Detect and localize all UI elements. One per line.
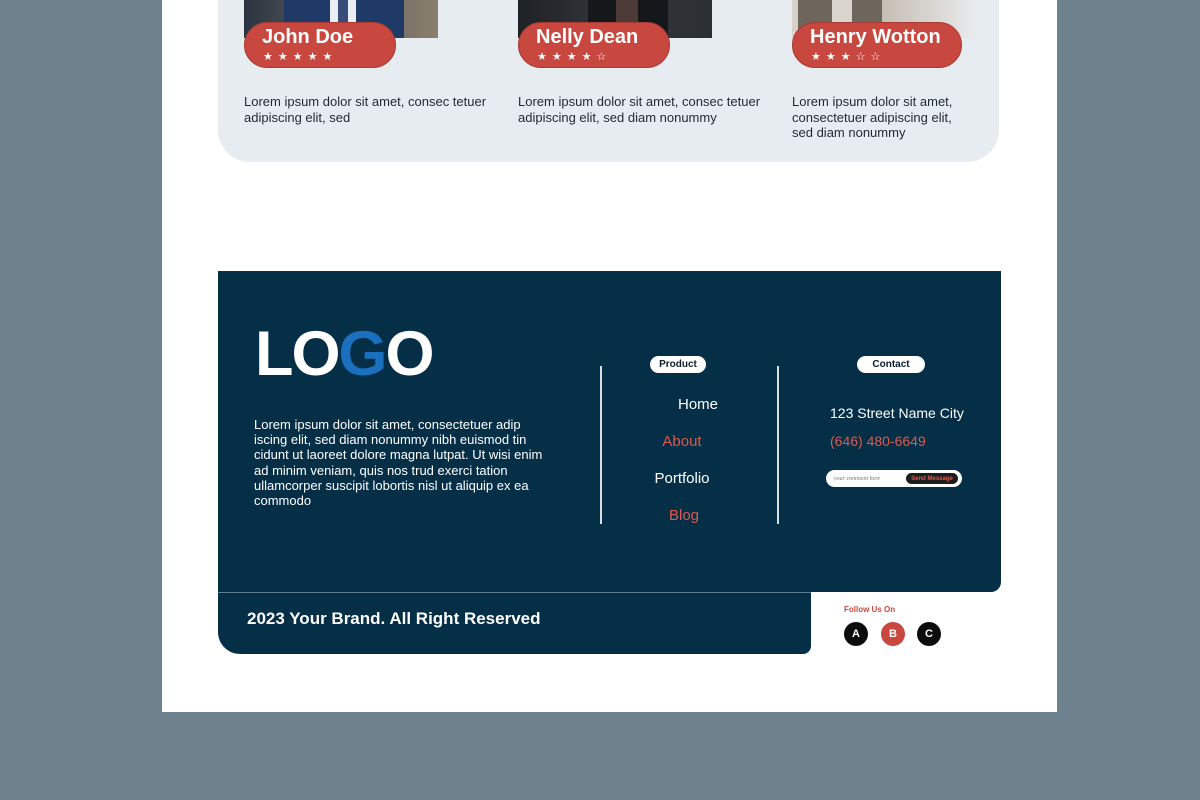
rating-stars: ★★★★★ xyxy=(263,51,338,63)
nav-link-home[interactable]: Home xyxy=(677,396,718,413)
send-message-button[interactable]: Send Message xyxy=(906,473,958,484)
copyright-text: 2023 Your Brand. All Right Reserved xyxy=(247,609,541,628)
nav-link-blog[interactable]: Blog xyxy=(668,507,700,524)
footer-bottom-bar xyxy=(218,592,811,654)
contact-heading-chip: Contact xyxy=(857,356,925,373)
social-icon-a[interactable]: A xyxy=(844,622,868,646)
social-icon-b[interactable]: B xyxy=(881,622,905,646)
nav-link-portfolio[interactable]: Portfolio xyxy=(654,470,710,487)
contact-address: 123 Street Name City xyxy=(830,405,964,421)
footer-panel xyxy=(218,271,1001,592)
logo-text-highlight: G xyxy=(338,319,386,389)
testimonial-quote: Lorem ipsum dolor sit amet, consectetuer adipiscing elit, sed diam nonummy xyxy=(792,94,953,140)
testimonial-name: Henry Wotton xyxy=(810,26,941,48)
product-heading-chip: Product xyxy=(650,356,706,373)
testimonial-name: John Doe xyxy=(262,26,354,48)
testimonial-name: Nelly Dean xyxy=(536,26,639,48)
testimonial-name-pill xyxy=(518,22,670,68)
footer-about-text: Lorem ipsum dolor sit amet, consectetuer adip iscing elit, sed diam nonummy nibh euismod tin cidunt ut laoreet dolore magna lutpat. Ut wisi enim ad minim veniam, quis nos trud exerci tation ullamcorper suscipit lobortis nisl ut aliquip ex ea commodo xyxy=(254,417,543,509)
testimonial-name-pill xyxy=(244,22,396,68)
footer-logo[interactable] xyxy=(255,319,433,389)
testimonials-section xyxy=(218,0,999,162)
footer-divider xyxy=(777,366,779,524)
page-canvas xyxy=(162,0,1057,712)
social-icon-c[interactable]: C xyxy=(917,622,941,646)
logo-text-start: LO xyxy=(255,319,339,389)
rating-stars: ★★★☆☆ xyxy=(811,51,886,63)
testimonial-quote: Lorem ipsum dolor sit amet, consec tetuer adipiscing elit, sed xyxy=(244,94,487,125)
nav-link-about[interactable]: About xyxy=(662,433,702,450)
testimonial-quote: Lorem ipsum dolor sit amet, consec tetuer adipiscing elit, sed diam nonummy xyxy=(518,94,761,125)
follow-us-label: Follow Us On xyxy=(844,605,896,614)
message-form xyxy=(826,470,962,487)
logo-text-end: O xyxy=(385,319,433,389)
contact-phone[interactable]: (646) 480-6649 xyxy=(830,433,926,449)
comment-input[interactable] xyxy=(834,473,904,484)
footer-divider xyxy=(600,366,602,524)
rating-stars: ★★★★☆ xyxy=(537,51,612,63)
testimonial-name-pill xyxy=(792,22,962,68)
